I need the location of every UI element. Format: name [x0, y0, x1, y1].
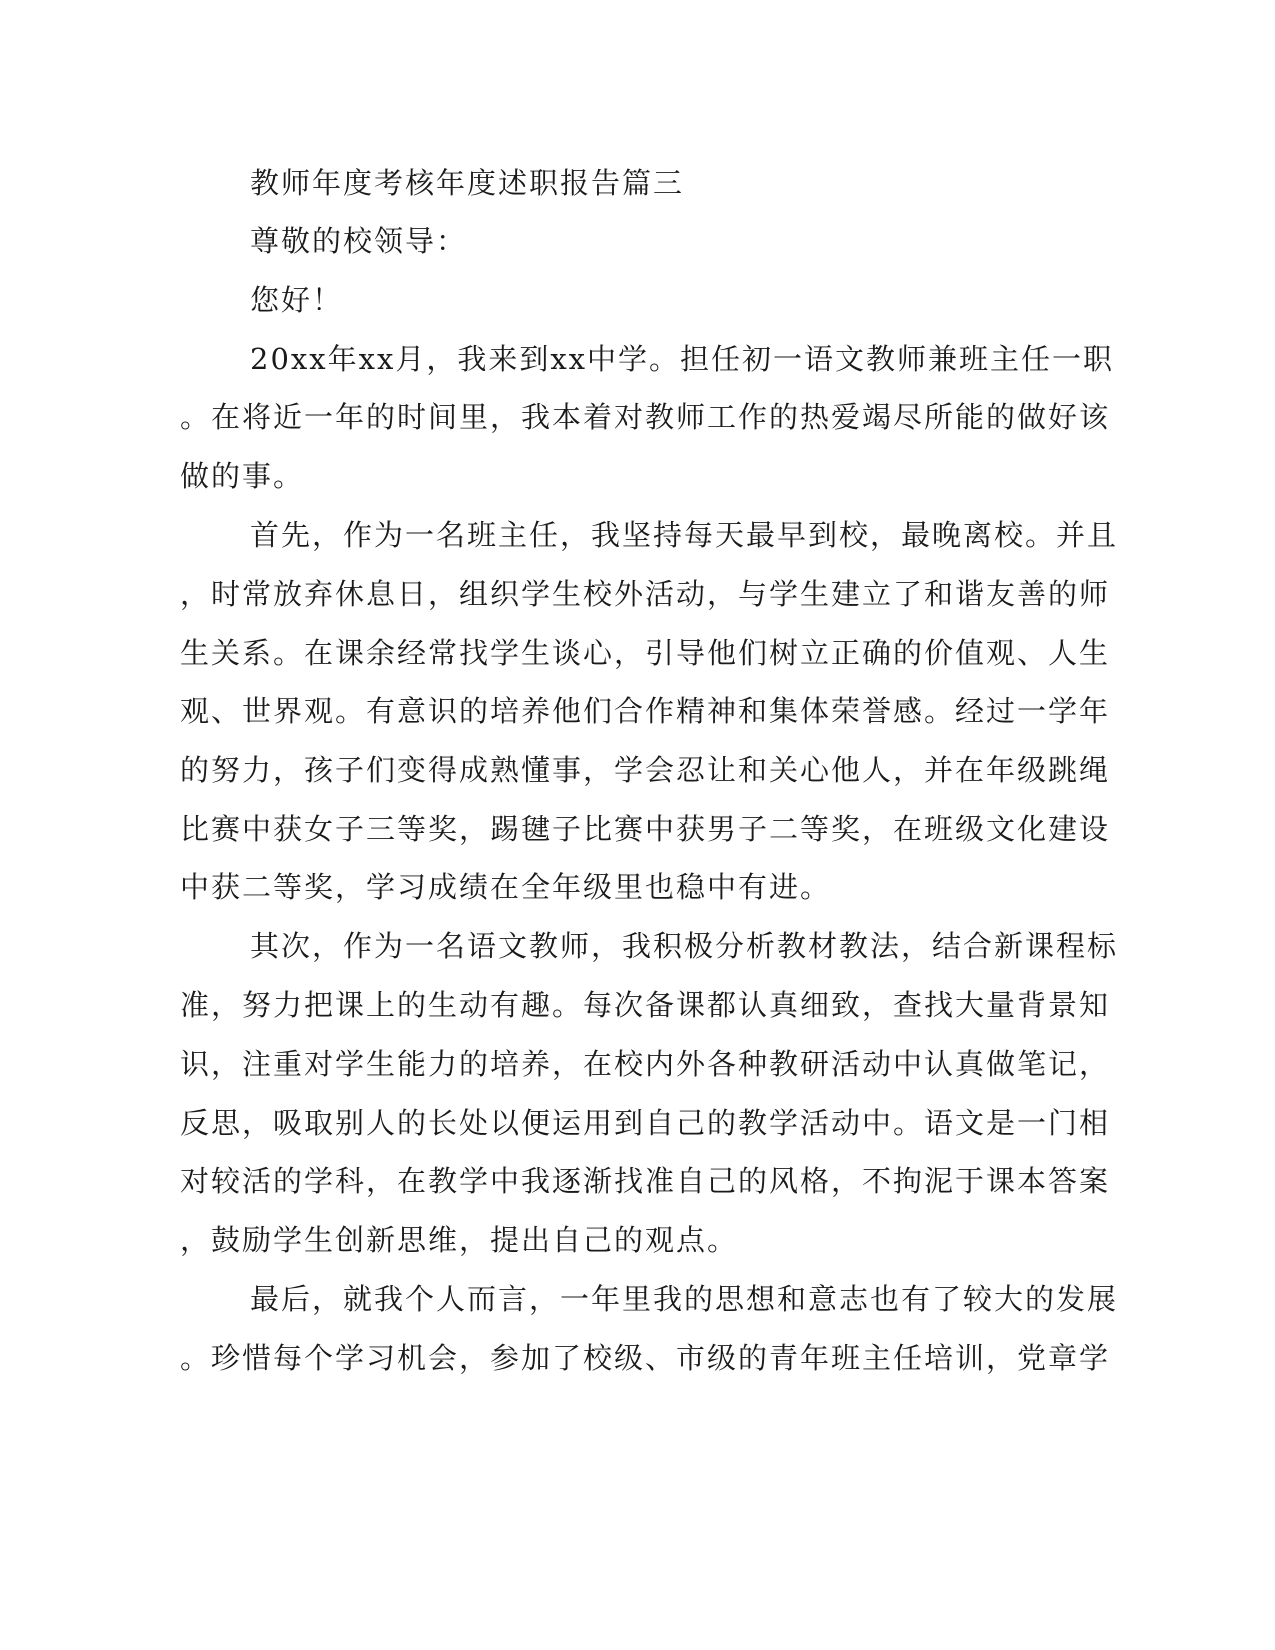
paragraph-line: ，鼓励学生创新思维，提出自己的观点。	[180, 1223, 739, 1257]
greeting: 您好！	[250, 283, 344, 317]
paragraph-line: 对较活的学科，在教学中我逐渐找准自己的风格，不拘泥于课本答案	[180, 1164, 1111, 1198]
paragraph-line: 准，努力把课上的生动有趣。每次备课都认真细致，查找大量背景知	[180, 988, 1111, 1022]
paragraph-line: 最后，就我个人而言，一年里我的思想和意志也有了较大的发展	[250, 1282, 1119, 1316]
paragraph-line: 生关系。在课余经常找学生谈心，引导他们树立正确的价值观、人生	[180, 636, 1111, 670]
paragraph-line: 反思，吸取别人的长处以便运用到自己的教学活动中。语文是一门相	[180, 1106, 1111, 1140]
paragraph-line: 识，注重对学生能力的培养，在校内外各种教研活动中认真做笔记，	[180, 1047, 1111, 1081]
paragraph-line: 做的事。	[180, 459, 305, 493]
paragraph-line: 其次，作为一名语文教师，我积极分析教材教法，结合新课程标	[250, 929, 1119, 963]
document-title: 教师年度考核年度述职报告篇三	[250, 166, 685, 200]
paragraph-line: 20xx年xx月，我来到xx中学。担任初一语文教师兼班主任一职	[250, 342, 1115, 376]
paragraph-line: 。珍惜每个学习机会，参加了校级、市级的青年班主任培训，党章学	[180, 1341, 1111, 1375]
paragraph-line: 中获二等奖，学习成绩在全年级里也稳中有进。	[180, 870, 832, 904]
paragraph-line: ，时常放弃休息日，组织学生校外活动，与学生建立了和谐友善的师	[180, 577, 1111, 611]
paragraph-line: 。在将近一年的时间里，我本着对教师工作的热爱竭尽所能的做好该	[180, 400, 1111, 434]
salutation: 尊敬的校领导：	[250, 224, 468, 258]
paragraph-line: 比赛中获女子三等奖，踢毽子比赛中获男子二等奖，在班级文化建设	[180, 812, 1111, 846]
paragraph-line: 的努力，孩子们变得成熟懂事，学会忍让和关心他人，并在年级跳绳	[180, 753, 1111, 787]
paragraph-line: 观、世界观。有意识的培养他们合作精神和集体荣誉感。经过一学年	[180, 694, 1111, 728]
paragraph-line: 首先，作为一名班主任，我坚持每天最早到校，最晚离校。并且	[250, 518, 1119, 552]
